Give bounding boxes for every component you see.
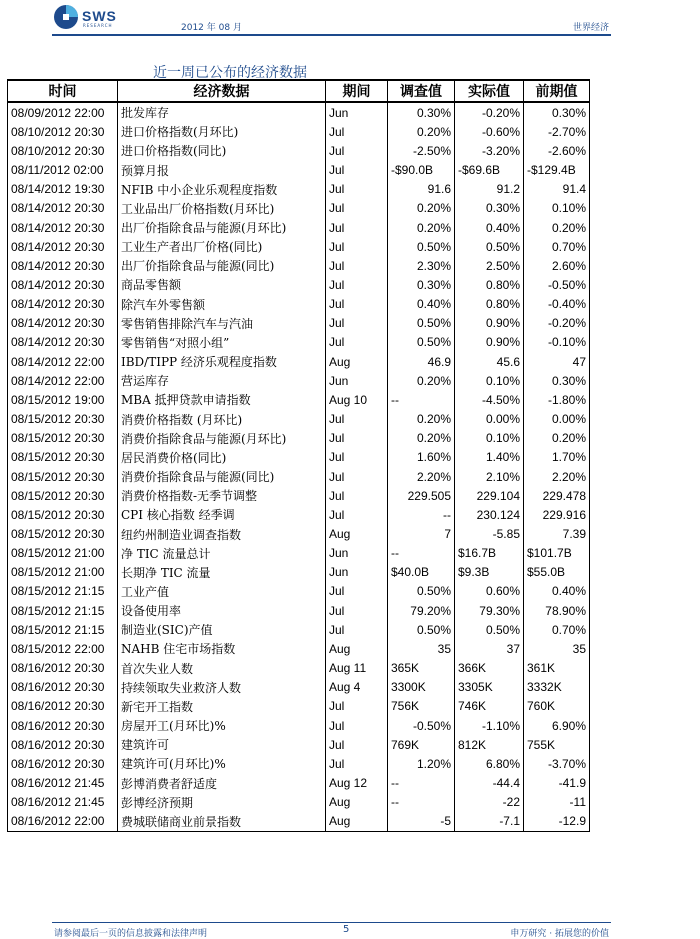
- cell-survey: 0.50%: [388, 333, 455, 352]
- cell-survey: 229.505: [388, 486, 455, 505]
- cell-indicator: 消费价指除食品与能源(月环比): [118, 429, 326, 448]
- cell-indicator: 营运库存: [118, 371, 326, 390]
- cell-survey: 0.30%: [388, 102, 455, 122]
- cell-prior: -12.9: [524, 812, 590, 832]
- table-row: [8, 544, 590, 563]
- table-title: 近一周已公布的经济数据: [153, 65, 307, 81]
- table-row: [8, 467, 590, 486]
- footer-disclaimer: 请参阅最后一页的信息披露和法律声明: [54, 929, 208, 939]
- cell-time: 08/16/2012 20:30: [8, 754, 118, 773]
- cell-period: Aug: [326, 812, 388, 832]
- cell-prior: -0.50%: [524, 275, 590, 294]
- cell-prior: -0.40%: [524, 295, 590, 314]
- table-row: [8, 678, 590, 697]
- cell-prior: -2.70%: [524, 122, 590, 141]
- cell-time: 08/15/2012 20:30: [8, 486, 118, 505]
- cell-survey: 0.50%: [388, 314, 455, 333]
- cell-survey: 756K: [388, 697, 455, 716]
- cell-actual: 45.6: [455, 352, 524, 371]
- cell-indicator: 净 TIC 流量总计: [118, 544, 326, 563]
- col-header-survey: 调查值: [388, 80, 455, 102]
- cell-period: Aug 10: [326, 390, 388, 409]
- table-row: [8, 237, 590, 256]
- table-row: [8, 601, 590, 620]
- cell-survey: -2.50%: [388, 141, 455, 160]
- table-row: [8, 371, 590, 390]
- cell-time: 08/16/2012 20:30: [8, 716, 118, 735]
- cell-actual: 229.104: [455, 486, 524, 505]
- cell-period: Aug 11: [326, 659, 388, 678]
- table-row: [8, 812, 590, 832]
- cell-period: Aug: [326, 793, 388, 812]
- cell-actual: 0.10%: [455, 371, 524, 390]
- cell-period: Jul: [326, 275, 388, 294]
- cell-period: Jul: [326, 582, 388, 601]
- table-row: [8, 429, 590, 448]
- cell-indicator: 工业产值: [118, 582, 326, 601]
- cell-time: 08/16/2012 20:30: [8, 697, 118, 716]
- cell-prior: 3332K: [524, 678, 590, 697]
- cell-period: Jun: [326, 102, 388, 122]
- cell-actual: $9.3B: [455, 563, 524, 582]
- cell-indicator: 预算月报: [118, 160, 326, 179]
- cell-indicator: 房屋开工(月环比)%: [118, 716, 326, 735]
- cell-indicator: 新宅开工指数: [118, 697, 326, 716]
- cell-prior: 0.40%: [524, 582, 590, 601]
- cell-survey: 1.20%: [388, 754, 455, 773]
- cell-period: Jun: [326, 371, 388, 390]
- cell-period: Jul: [326, 620, 388, 639]
- cell-survey: 1.60%: [388, 448, 455, 467]
- cell-period: Jul: [326, 122, 388, 141]
- table-row: [8, 620, 590, 639]
- cell-prior: 2.60%: [524, 256, 590, 275]
- table-row: [8, 563, 590, 582]
- col-header-prior: 前期值: [524, 80, 590, 102]
- cell-time: 08/15/2012 20:30: [8, 448, 118, 467]
- cell-actual: 0.30%: [455, 199, 524, 218]
- cell-prior: 7.39: [524, 524, 590, 543]
- col-header-actual: 实际值: [455, 80, 524, 102]
- cell-time: 08/14/2012 22:00: [8, 371, 118, 390]
- cell-indicator: NAHB 住宅市场指数: [118, 639, 326, 658]
- cell-survey: 0.20%: [388, 218, 455, 237]
- cell-time: 08/16/2012 22:00: [8, 812, 118, 832]
- table-row: [8, 390, 590, 409]
- cell-indicator: 零售销售排除汽车与汽油: [118, 314, 326, 333]
- cell-time: 08/15/2012 22:00: [8, 639, 118, 658]
- header-section: 世界经济: [572, 23, 609, 33]
- table-row: [8, 697, 590, 716]
- cell-prior: -$129.4B: [524, 160, 590, 179]
- cell-survey: 7: [388, 524, 455, 543]
- cell-survey: 2.20%: [388, 467, 455, 486]
- cell-prior: 229.478: [524, 486, 590, 505]
- cell-time: 08/14/2012 19:30: [8, 180, 118, 199]
- cell-time: 08/15/2012 20:30: [8, 467, 118, 486]
- footer-rule: [52, 922, 611, 923]
- cell-prior: -2.60%: [524, 141, 590, 160]
- cell-indicator: 设备使用率: [118, 601, 326, 620]
- cell-prior: 361K: [524, 659, 590, 678]
- cell-period: Jul: [326, 716, 388, 735]
- cell-actual: -7.1: [455, 812, 524, 832]
- cell-indicator: 出厂价指除食品与能源(月环比): [118, 218, 326, 237]
- cell-survey: 365K: [388, 659, 455, 678]
- cell-actual: 0.50%: [455, 620, 524, 639]
- table-row: [8, 754, 590, 773]
- table-row: [8, 218, 590, 237]
- cell-indicator: 进口价格指数(月环比): [118, 122, 326, 141]
- table-row: [8, 314, 590, 333]
- cell-survey: -5: [388, 812, 455, 832]
- cell-survey: --: [388, 544, 455, 563]
- cell-time: 08/15/2012 21:00: [8, 563, 118, 582]
- cell-time: 08/15/2012 21:15: [8, 582, 118, 601]
- logo-subtext: RESEARCH: [83, 23, 113, 28]
- cell-time: 08/16/2012 20:30: [8, 678, 118, 697]
- table-row: [8, 199, 590, 218]
- cell-actual: 746K: [455, 697, 524, 716]
- table-row: [8, 122, 590, 141]
- cell-time: 08/14/2012 20:30: [8, 218, 118, 237]
- table-header-row: [8, 80, 590, 102]
- cell-survey: 0.50%: [388, 237, 455, 256]
- cell-period: Jun: [326, 544, 388, 563]
- cell-prior: $101.7B: [524, 544, 590, 563]
- cell-survey: 79.20%: [388, 601, 455, 620]
- table-row: [8, 352, 590, 371]
- table-row: [8, 486, 590, 505]
- cell-time: 08/14/2012 20:30: [8, 275, 118, 294]
- cell-period: Jul: [326, 429, 388, 448]
- cell-actual: 79.30%: [455, 601, 524, 620]
- cell-prior: 0.70%: [524, 237, 590, 256]
- cell-time: 08/14/2012 20:30: [8, 314, 118, 333]
- cell-prior: -0.20%: [524, 314, 590, 333]
- cell-prior: 6.90%: [524, 716, 590, 735]
- footer-slogan: 申万研究 · 拓展您的价值: [510, 929, 609, 939]
- cell-prior: 0.30%: [524, 371, 590, 390]
- cell-indicator: 费城联储商业前景指数: [118, 812, 326, 832]
- cell-period: Jul: [326, 697, 388, 716]
- cell-actual: 0.90%: [455, 314, 524, 333]
- cell-indicator: 首次失业人数: [118, 659, 326, 678]
- cell-time: 08/09/2012 22:00: [8, 102, 118, 122]
- cell-indicator: 持续领取失业救济人数: [118, 678, 326, 697]
- cell-prior: 0.10%: [524, 199, 590, 218]
- cell-survey: -$90.0B: [388, 160, 455, 179]
- col-header-indicator: 经济数据: [118, 80, 326, 102]
- cell-prior: 0.00%: [524, 410, 590, 429]
- cell-survey: 35: [388, 639, 455, 658]
- cell-time: 08/15/2012 20:30: [8, 524, 118, 543]
- cell-time: 08/15/2012 20:30: [8, 429, 118, 448]
- table-row: [8, 735, 590, 754]
- cell-actual: $16.7B: [455, 544, 524, 563]
- cell-indicator: CPI 核心指数 经季调: [118, 505, 326, 524]
- cell-actual: 0.40%: [455, 218, 524, 237]
- cell-period: Jul: [326, 141, 388, 160]
- page-number: 5: [343, 924, 350, 935]
- cell-time: 08/16/2012 20:30: [8, 735, 118, 754]
- cell-survey: --: [388, 773, 455, 792]
- cell-actual: 2.10%: [455, 467, 524, 486]
- cell-time: 08/14/2012 20:30: [8, 199, 118, 218]
- cell-prior: 47: [524, 352, 590, 371]
- cell-indicator: 纽约州制造业调查指数: [118, 524, 326, 543]
- cell-survey: 0.50%: [388, 620, 455, 639]
- cell-indicator: 进口价格指数(同比): [118, 141, 326, 160]
- cell-time: 08/14/2012 20:30: [8, 333, 118, 352]
- cell-survey: --: [388, 390, 455, 409]
- table-row: [8, 773, 590, 792]
- table-row: [8, 275, 590, 294]
- cell-period: Jul: [326, 601, 388, 620]
- cell-actual: -5.85: [455, 524, 524, 543]
- cell-time: 08/15/2012 21:00: [8, 544, 118, 563]
- cell-indicator: 工业品出厂价格指数(月环比): [118, 199, 326, 218]
- cell-prior: -0.10%: [524, 333, 590, 352]
- cell-indicator: MBA 抵押贷款申请指数: [118, 390, 326, 409]
- cell-survey: 3300K: [388, 678, 455, 697]
- cell-prior: -1.80%: [524, 390, 590, 409]
- cell-time: 08/16/2012 20:30: [8, 659, 118, 678]
- cell-survey: 769K: [388, 735, 455, 754]
- cell-period: Jul: [326, 505, 388, 524]
- cell-period: Jul: [326, 314, 388, 333]
- cell-indicator: 批发库存: [118, 102, 326, 122]
- cell-time: 08/14/2012 20:30: [8, 237, 118, 256]
- cell-survey: 0.30%: [388, 275, 455, 294]
- cell-time: 08/14/2012 22:00: [8, 352, 118, 371]
- cell-prior: 755K: [524, 735, 590, 754]
- cell-indicator: 零售销售“对照小组”: [118, 333, 326, 352]
- cell-prior: 0.20%: [524, 218, 590, 237]
- table-row: [8, 160, 590, 179]
- cell-indicator: 彭博消费者舒适度: [118, 773, 326, 792]
- cell-indicator: IBD/TIPP 经济乐观程度指数: [118, 352, 326, 371]
- cell-period: Jul: [326, 333, 388, 352]
- cell-survey: 0.40%: [388, 295, 455, 314]
- cell-period: Aug: [326, 352, 388, 371]
- cell-actual: -$69.6B: [455, 160, 524, 179]
- cell-indicator: 出厂价指除食品与能源(同比): [118, 256, 326, 275]
- cell-indicator: 消费价格指数-无季节调整: [118, 486, 326, 505]
- cell-period: Jul: [326, 160, 388, 179]
- col-header-time: 时间: [8, 80, 118, 102]
- cell-time: 08/15/2012 21:15: [8, 620, 118, 639]
- cell-actual: 0.00%: [455, 410, 524, 429]
- cell-survey: 91.6: [388, 180, 455, 199]
- cell-period: Jun: [326, 563, 388, 582]
- cell-period: Aug: [326, 524, 388, 543]
- cell-prior: -11: [524, 793, 590, 812]
- cell-period: Jul: [326, 735, 388, 754]
- cell-period: Jul: [326, 218, 388, 237]
- cell-indicator: 消费价指除食品与能源(同比): [118, 467, 326, 486]
- cell-actual: 0.90%: [455, 333, 524, 352]
- cell-period: Aug 12: [326, 773, 388, 792]
- cell-actual: 37: [455, 639, 524, 658]
- table-body: [8, 102, 590, 831]
- cell-prior: 0.30%: [524, 102, 590, 122]
- cell-actual: -0.20%: [455, 102, 524, 122]
- cell-actual: 1.40%: [455, 448, 524, 467]
- logo-text: SWS: [82, 8, 117, 24]
- cell-prior: -41.9: [524, 773, 590, 792]
- table-row: [8, 505, 590, 524]
- table-row: [8, 448, 590, 467]
- cell-survey: 0.20%: [388, 410, 455, 429]
- cell-indicator: NFIB 中小企业乐观程度指数: [118, 180, 326, 199]
- table-row: [8, 524, 590, 543]
- cell-actual: -4.50%: [455, 390, 524, 409]
- sws-logo-icon: [51, 2, 81, 32]
- cell-indicator: 制造业(SIC)产值: [118, 620, 326, 639]
- cell-indicator: 彭博经济预期: [118, 793, 326, 812]
- cell-prior: 0.20%: [524, 429, 590, 448]
- table-row: [8, 256, 590, 275]
- cell-period: Jul: [326, 486, 388, 505]
- cell-time: 08/16/2012 21:45: [8, 773, 118, 792]
- cell-actual: 91.2: [455, 180, 524, 199]
- cell-prior: $55.0B: [524, 563, 590, 582]
- cell-prior: 229.916: [524, 505, 590, 524]
- cell-prior: -3.70%: [524, 754, 590, 773]
- cell-period: Aug 4: [326, 678, 388, 697]
- cell-period: Jul: [326, 295, 388, 314]
- cell-actual: 230.124: [455, 505, 524, 524]
- cell-actual: 2.50%: [455, 256, 524, 275]
- cell-period: Aug: [326, 639, 388, 658]
- cell-period: Jul: [326, 410, 388, 429]
- cell-actual: -22: [455, 793, 524, 812]
- cell-survey: 2.30%: [388, 256, 455, 275]
- table-row: [8, 582, 590, 601]
- cell-prior: 1.70%: [524, 448, 590, 467]
- cell-actual: 812K: [455, 735, 524, 754]
- cell-survey: 0.20%: [388, 429, 455, 448]
- cell-prior: 78.90%: [524, 601, 590, 620]
- cell-time: 08/14/2012 20:30: [8, 256, 118, 275]
- table-row: [8, 180, 590, 199]
- cell-indicator: 建筑许可: [118, 735, 326, 754]
- cell-actual: 0.50%: [455, 237, 524, 256]
- cell-prior: 2.20%: [524, 467, 590, 486]
- cell-period: Jul: [326, 448, 388, 467]
- col-header-period: 期间: [326, 80, 388, 102]
- cell-time: 08/15/2012 21:15: [8, 601, 118, 620]
- cell-indicator: 除汽车外零售额: [118, 295, 326, 314]
- cell-period: Jul: [326, 237, 388, 256]
- cell-actual: 0.80%: [455, 295, 524, 314]
- cell-survey: 0.20%: [388, 199, 455, 218]
- cell-survey: 0.20%: [388, 371, 455, 390]
- cell-actual: -0.60%: [455, 122, 524, 141]
- cell-actual: 3305K: [455, 678, 524, 697]
- table-row: [8, 102, 590, 122]
- cell-survey: --: [388, 505, 455, 524]
- table-row: [8, 659, 590, 678]
- cell-prior: 0.70%: [524, 620, 590, 639]
- cell-survey: -0.50%: [388, 716, 455, 735]
- table-row: [8, 333, 590, 352]
- cell-time: 08/10/2012 20:30: [8, 141, 118, 160]
- cell-indicator: 工业生产者出厂价格(同比): [118, 237, 326, 256]
- economic-data-table: [7, 79, 590, 832]
- cell-survey: 0.20%: [388, 122, 455, 141]
- cell-period: Jul: [326, 199, 388, 218]
- table-row: [8, 639, 590, 658]
- cell-indicator: 建筑许可(月环比)%: [118, 754, 326, 773]
- table-row: [8, 295, 590, 314]
- cell-actual: 366K: [455, 659, 524, 678]
- cell-time: 08/15/2012 20:30: [8, 505, 118, 524]
- cell-actual: 6.80%: [455, 754, 524, 773]
- cell-actual: -3.20%: [455, 141, 524, 160]
- cell-actual: -44.4: [455, 773, 524, 792]
- cell-period: Jul: [326, 754, 388, 773]
- cell-indicator: 商品零售额: [118, 275, 326, 294]
- header-date: 2012 年 08 月: [181, 23, 242, 33]
- cell-survey: 46.9: [388, 352, 455, 371]
- cell-indicator: 居民消费价格(同比): [118, 448, 326, 467]
- cell-period: Jul: [326, 467, 388, 486]
- cell-period: Jul: [326, 180, 388, 199]
- header-rule: [52, 34, 611, 36]
- cell-time: 08/14/2012 20:30: [8, 295, 118, 314]
- cell-survey: --: [388, 793, 455, 812]
- cell-period: Jul: [326, 256, 388, 275]
- cell-actual: -1.10%: [455, 716, 524, 735]
- cell-indicator: 长期净 TIC 流量: [118, 563, 326, 582]
- cell-time: 08/16/2012 21:45: [8, 793, 118, 812]
- cell-actual: 0.10%: [455, 429, 524, 448]
- cell-prior: 35: [524, 639, 590, 658]
- cell-prior: 760K: [524, 697, 590, 716]
- cell-prior: 91.4: [524, 180, 590, 199]
- cell-indicator: 消费价格指数 (月环比): [118, 410, 326, 429]
- cell-time: 08/15/2012 20:30: [8, 410, 118, 429]
- table-row: [8, 716, 590, 735]
- cell-survey: 0.50%: [388, 582, 455, 601]
- cell-actual: 0.60%: [455, 582, 524, 601]
- table-row: [8, 793, 590, 812]
- cell-actual: 0.80%: [455, 275, 524, 294]
- cell-time: 08/10/2012 20:30: [8, 122, 118, 141]
- cell-time: 08/11/2012 02:00: [8, 160, 118, 179]
- cell-survey: $40.0B: [388, 563, 455, 582]
- cell-time: 08/15/2012 19:00: [8, 390, 118, 409]
- table-row: [8, 141, 590, 160]
- table-row: [8, 410, 590, 429]
